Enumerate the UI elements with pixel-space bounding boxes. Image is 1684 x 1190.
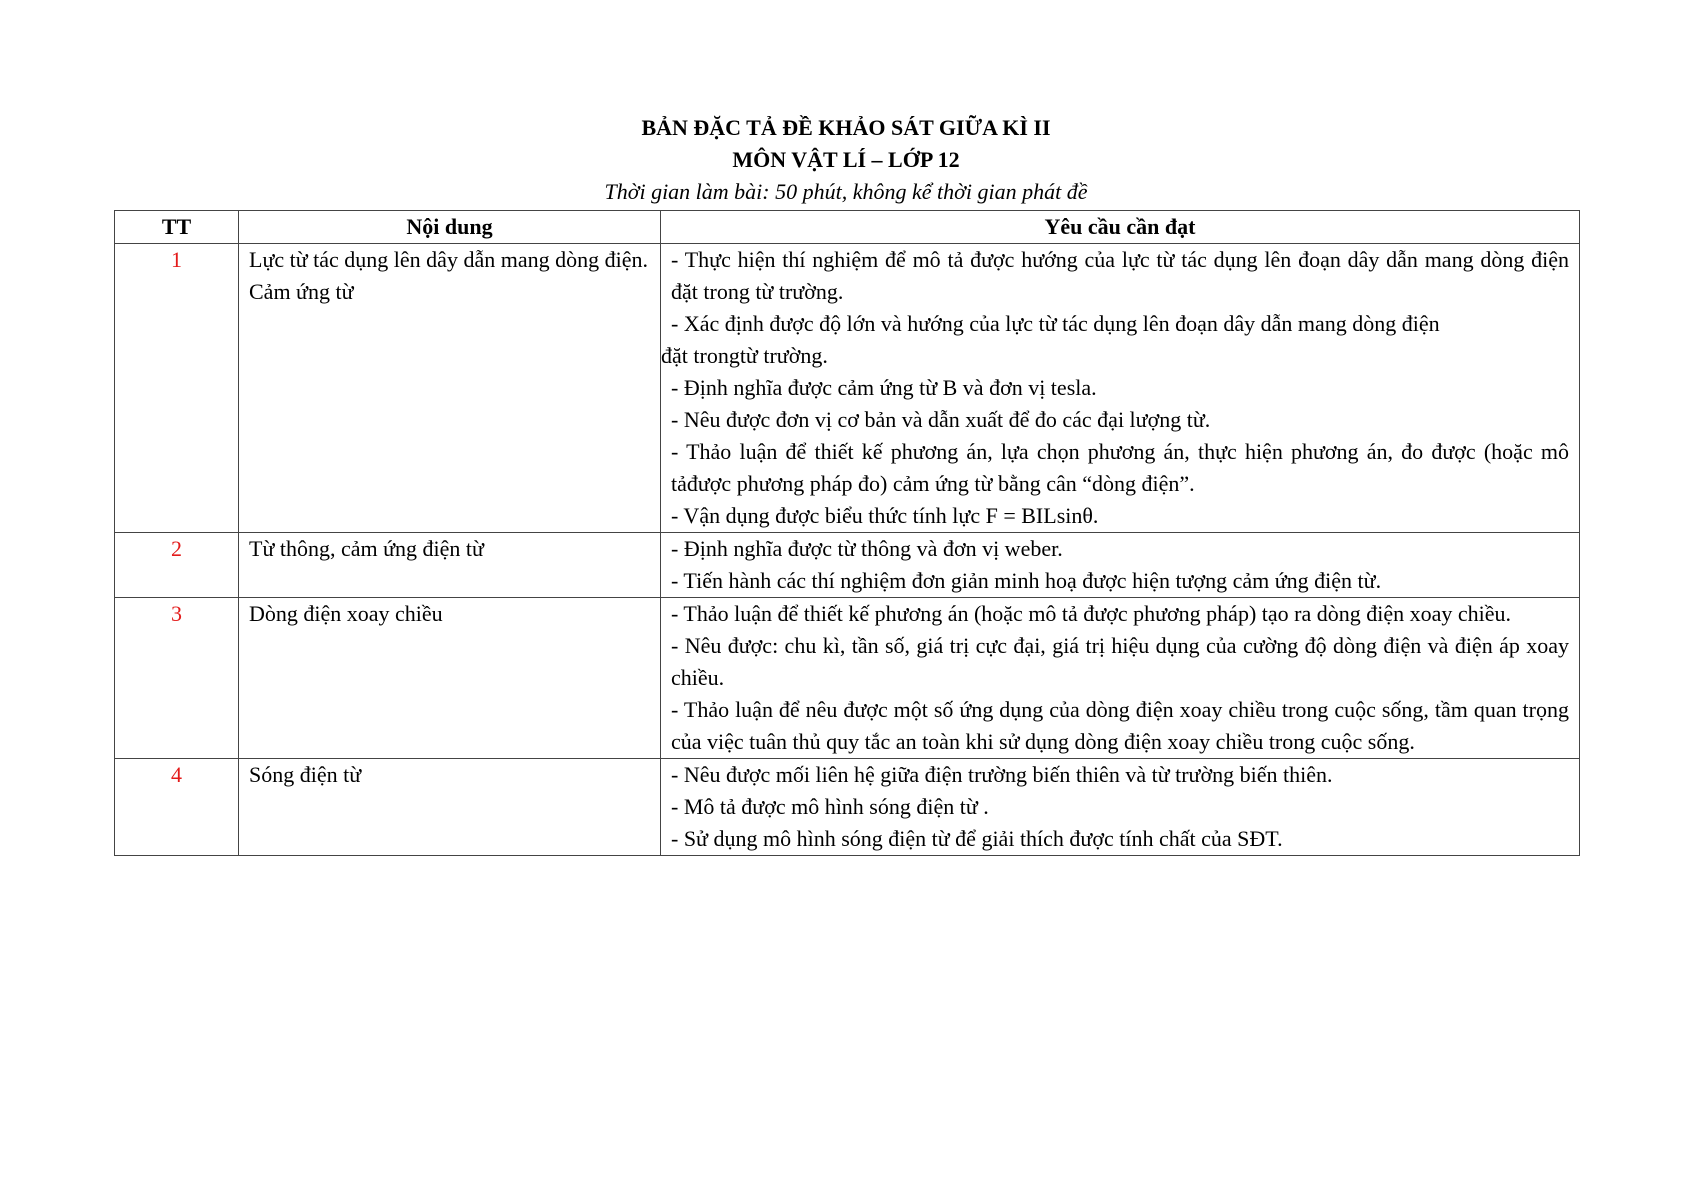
requirement-line: - Vận dụng được biểu thức tính lực F = BILsinθ. (671, 503, 1099, 528)
document-title-line1: BẢN ĐẶC TẢ ĐỀ KHẢO SÁT GIỮA KÌ II (641, 115, 1051, 140)
table-row (115, 244, 1580, 533)
requirement-line: - Định nghĩa được cảm ứng từ B và đơn vị tesla. (671, 375, 1097, 400)
document-header (114, 112, 1578, 208)
requirement-line: đặt trongtừ trường. (661, 343, 828, 368)
row-number: 3 (115, 598, 239, 759)
row-content: Dòng điện xoay chiều (239, 598, 661, 759)
requirement-line: - Thực hiện thí nghiệm để mô tả được hướng của lực từ tác dụng lên đoạn dây dẫn mang dòng điện đặt trong từ trường. (671, 247, 1569, 304)
requirement-line: - Thảo luận để nêu được một số ứng dụng của dòng điện xoay chiều trong cuộc sống, tầm quan trọng của việc tuân thủ quy tắc an toàn khi sử dụng dòng điện xoay chiều trong cuộc sống. (671, 697, 1569, 754)
document-title-line2: MÔN VẬT LÍ – LỚP 12 (732, 147, 960, 172)
document-subtitle: Thời gian làm bài: 50 phút, không kể thời gian phát đề (604, 179, 1088, 204)
row-content: Từ thông, cảm ứng điện từ (239, 533, 661, 598)
requirement-line: - Nêu được mối liên hệ giữa điện trường biến thiên và từ trường biến thiên. (671, 762, 1333, 787)
requirement-line: - Nêu được đơn vị cơ bản và dẫn xuất để đo các đại lượng từ. (671, 407, 1211, 432)
row-number: 4 (115, 759, 239, 856)
row-requirements (661, 533, 1580, 598)
requirement-line: - Thảo luận để thiết kế phương án, lựa chọn phương án, thực hiện phương án, đo được (hoặc mô tảđược phương pháp đo) cảm ứng từ bằng cân “dòng điện”. (671, 439, 1569, 496)
row-requirements (661, 598, 1580, 759)
row-number: 1 (115, 244, 239, 533)
requirement-line: - Xác định được độ lớn và hướng của lực từ tác dụng lên đoạn dây dẫn mang dòng điện (671, 311, 1440, 336)
header-yeu-cau: Yêu cầu cần đạt (661, 211, 1580, 244)
table-row (115, 598, 1580, 759)
table-row (115, 533, 1580, 598)
row-content: Lực từ tác dụng lên dây dẫn mang dòng điện. Cảm ứng từ (239, 244, 661, 533)
requirement-line: - Thảo luận để thiết kế phương án (hoặc mô tả được phương pháp) tạo ra dòng điện xoay chiều. (671, 601, 1512, 626)
header-tt: TT (115, 211, 239, 244)
row-requirements (661, 244, 1580, 533)
requirement-line: - Nêu được: chu kì, tần số, giá trị cực đại, giá trị hiệu dụng của cường độ dòng điện và điện áp xoay chiều. (671, 633, 1569, 690)
row-content: Sóng điện từ (239, 759, 661, 856)
requirement-line: - Tiến hành các thí nghiệm đơn giản minh hoạ được hiện tượng cảm ứng điện từ. (671, 568, 1382, 593)
requirement-line: - Mô tả được mô hình sóng điện từ . (671, 794, 989, 819)
requirement-line: - Sử dụng mô hình sóng điện từ để giải thích được tính chất của SĐT. (671, 826, 1283, 851)
table-header-row (115, 211, 1580, 244)
specification-table (114, 210, 1580, 856)
requirement-line: - Định nghĩa được từ thông và đơn vị weber. (671, 536, 1063, 561)
row-number: 2 (115, 533, 239, 598)
table-row (115, 759, 1580, 856)
row-requirements (661, 759, 1580, 856)
header-noi-dung: Nội dung (239, 211, 661, 244)
